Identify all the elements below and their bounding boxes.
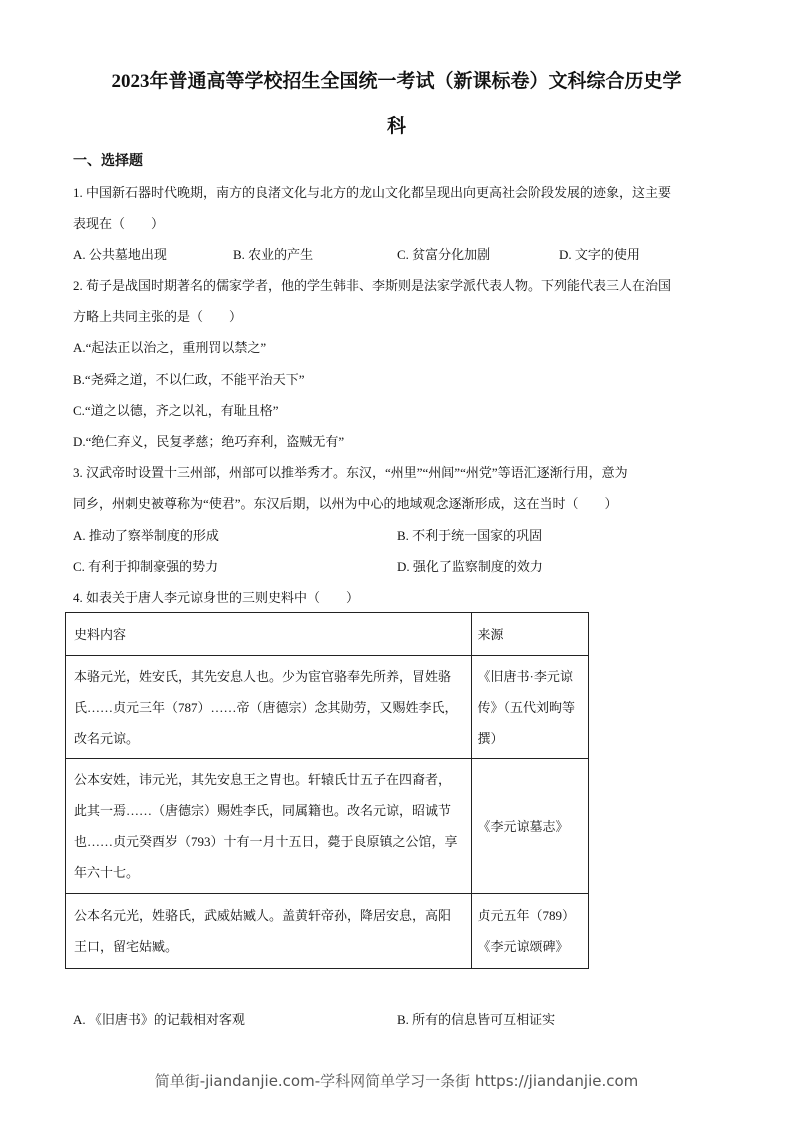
row-content: 本骆元光，姓安氏，其先安息人也。少为宦官骆奉先所养，冒姓骆氏……贞元三年（787）……帝（唐德宗）念其勋劳，又赐姓李氏，改名元谅。 [66,656,472,759]
row-source: 贞元五年（789）《李元谅颂碑》 [471,894,588,969]
question-2-text: 2. 荀子是战国时期著名的儒家学者，他的学生韩非、李斯则是法家学派代表人物。下列能代表三人在治国 [73,278,672,293]
row-content: 公本名元光，姓骆氏，武威姑臧人。盖黄轩帝孙，降居安息，高阳王口，留宅姑臧。 [66,894,472,969]
q1-option-b: B. 农业的产生 [233,247,314,262]
table-header-row [66,613,589,656]
question-1-text: 1. 中国新石器时代晚期，南方的良渚文化与北方的龙山文化都呈现出向更高社会阶段发展的迹象，这主要 [73,185,672,200]
document-title-continued: 科 [386,116,406,137]
row-content: 公本安姓，讳元光，其先安息王之胄也。轩辕氏廿五子在四裔者，此其一焉……（唐德宗）赐姓李氏，同属籍也。改名元谅，昭诚节也……贞元癸酉岁（793）十有一月十五日，薨于良原镇之公馆，享年六十七。 [66,759,472,894]
q2-option-d: D.“绝仁弃义，民复孝慈；绝巧弃利，盗贼无有” [73,434,345,449]
row-source: 《李元谅墓志》 [471,759,588,894]
table-row [66,894,589,969]
source-table [65,612,589,969]
question-2-text-cont: 方略上共同主张的是（ ） [73,309,243,324]
row-source: 《旧唐书·李元谅传》（五代刘昫等撰） [471,656,588,759]
q1-option-c: C. 贫富分化加剧 [397,247,491,262]
q2-option-b: B.“尧舜之道，不以仁政，不能平治天下” [73,372,305,387]
header-content: 史料内容 [66,613,472,656]
table-row [66,656,589,759]
q1-option-a: A. 公共墓地出现 [73,247,167,262]
document-title: 2023年普通高等学校招生全国统一考试（新课标卷）文科综合历史学 [111,71,682,92]
table-row [66,759,589,894]
question-3-text-cont: 同乡，州刺史被尊称为“使君”。东汉后期，以州为中心的地域观念逐渐形成，这在当时（ ） [73,496,618,511]
q3-option-b: B. 不利于统一国家的巩固 [397,528,543,543]
header-source: 来源 [471,613,588,656]
q3-option-d: D. 强化了监察制度的效力 [397,559,543,574]
question-3-text: 3. 汉武帝时设置十三州部，州部可以推举秀才。东汉，“州里”“州闾”“州党”等语汇逐渐行用，意为 [73,465,628,480]
q3-option-c: C. 有利于抑制豪强的势力 [73,559,219,574]
footer-watermark: 简单街-jiandanjie.com-学科网简单学习一条街 https://jiandanjie.com [154,1072,639,1090]
q4-option-a: A. 《旧唐书》的记载相对客观 [73,1012,245,1027]
question-1-text-cont: 表现在（ ） [73,216,165,231]
section-heading: 一、选择题 [73,154,143,169]
q3-option-a: A. 推动了察举制度的形成 [73,528,219,543]
q1-option-d: D. 文字的使用 [559,247,640,262]
q2-option-a: A.“起法正以治之，重刑罚以禁之” [73,340,267,355]
question-4-text: 4. 如表关于唐人李元谅身世的三则史料中（ ） [73,590,360,605]
q4-option-b: B. 所有的信息皆可互相证实 [397,1012,556,1027]
q2-option-c: C.“道之以德，齐之以礼，有耻且格” [73,403,279,418]
